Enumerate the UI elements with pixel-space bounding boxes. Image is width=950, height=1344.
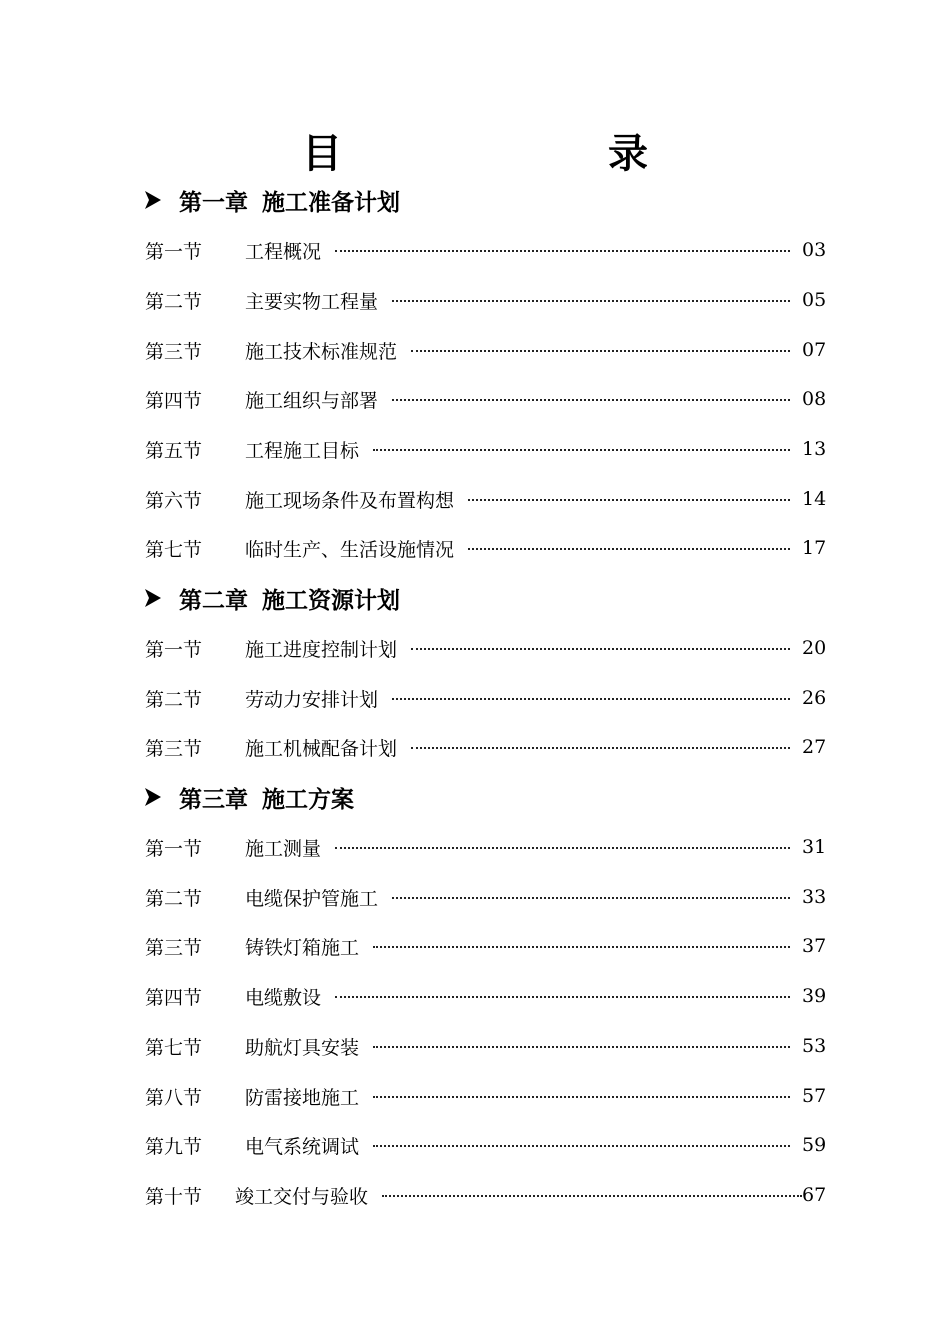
section-number: 第二节 [145, 887, 203, 910]
chapter-number: 第二章 [179, 587, 248, 614]
section-number: 第一节 [145, 638, 203, 661]
toc-entry[interactable] [145, 683, 826, 713]
section-title: 电缆保护管施工 [245, 887, 379, 910]
section-title: 助航灯具安装 [245, 1036, 360, 1059]
section-number: 第二节 [145, 688, 203, 711]
section-number: 第七节 [145, 1036, 203, 1059]
section-title: 工程施工目标 [245, 439, 360, 462]
page-number: 14 [802, 488, 827, 510]
section-number: 第二节 [145, 290, 203, 313]
page-title: 目 录 [302, 131, 710, 177]
page-number: 39 [802, 985, 827, 1007]
dot-leader [392, 300, 790, 302]
page-number: 17 [802, 537, 827, 559]
section-number: 第六节 [145, 489, 203, 512]
section-title: 工程概况 [245, 240, 322, 263]
page-number: 03 [802, 239, 827, 261]
dot-leader [468, 499, 790, 501]
section-title: 施工进度控制计划 [245, 638, 398, 661]
dot-leader [373, 946, 790, 948]
section-number: 第十节 [145, 1185, 203, 1208]
section-number: 第七节 [145, 538, 203, 561]
toc-entry[interactable] [145, 832, 826, 862]
toc-entry[interactable] [145, 732, 826, 762]
toc-entry[interactable] [145, 484, 826, 514]
page-number: 26 [802, 687, 827, 709]
chapter-heading [145, 582, 400, 614]
arrow-bullet-icon [145, 788, 161, 806]
page-number: 07 [802, 339, 827, 361]
page-number: 27 [802, 736, 827, 758]
section-number: 第八节 [145, 1086, 203, 1109]
section-title: 临时生产、生活设施情况 [245, 538, 455, 561]
dot-leader [392, 698, 790, 700]
chapter-title: 施工准备计划 [262, 189, 400, 216]
page-number: 59 [802, 1134, 827, 1156]
section-title: 施工组织与部署 [245, 389, 379, 412]
chapter-number: 第一章 [179, 189, 248, 216]
page-number: 31 [802, 836, 827, 858]
dot-leader [373, 1145, 790, 1147]
section-title: 铸铁灯箱施工 [245, 936, 360, 959]
toc-entry[interactable] [145, 1180, 826, 1210]
page-number: 37 [802, 935, 827, 957]
section-number: 第四节 [145, 389, 203, 412]
page-number: 67 [802, 1184, 827, 1206]
dot-leader [411, 350, 790, 352]
section-title: 电缆敷设 [245, 986, 322, 1009]
dot-leader [468, 548, 790, 550]
dot-leader [335, 250, 790, 252]
chapter-number: 第三章 [179, 786, 248, 813]
toc-entry[interactable] [145, 882, 826, 912]
section-number: 第四节 [145, 986, 203, 1009]
page-number: 20 [802, 637, 827, 659]
toc-entry[interactable] [145, 235, 826, 265]
section-title: 劳动力安排计划 [245, 688, 379, 711]
dot-leader [373, 449, 790, 451]
dot-leader [392, 897, 790, 899]
page-number: 13 [802, 438, 827, 460]
page-number: 08 [802, 388, 827, 410]
dot-leader [411, 747, 790, 749]
section-number: 第五节 [145, 439, 203, 462]
toc-entry[interactable] [145, 434, 826, 464]
arrow-bullet-icon [145, 191, 161, 209]
section-number: 第三节 [145, 737, 203, 760]
page-number: 53 [802, 1035, 827, 1057]
arrow-bullet-icon [145, 589, 161, 607]
page-number: 05 [802, 289, 827, 311]
chapter-title: 施工方案 [262, 786, 354, 813]
page-number: 33 [802, 886, 827, 908]
section-number: 第九节 [145, 1135, 203, 1158]
toc-entry[interactable] [145, 533, 826, 563]
section-title: 电气系统调试 [245, 1135, 360, 1158]
section-title: 竣工交付与验收 [235, 1185, 369, 1208]
dot-leader [373, 1096, 790, 1098]
dot-leader [411, 648, 790, 650]
section-title: 主要实物工程量 [245, 290, 379, 313]
chapter-heading [145, 781, 354, 813]
section-number: 第一节 [145, 837, 203, 860]
page-number: 57 [802, 1085, 827, 1107]
toc-entry[interactable] [145, 285, 826, 315]
section-number: 第三节 [145, 340, 203, 363]
toc-entry[interactable] [145, 1081, 826, 1111]
chapter-title: 施工资源计划 [262, 587, 400, 614]
toc-entry[interactable] [145, 384, 826, 414]
toc-entry[interactable] [145, 335, 826, 365]
toc-entry[interactable] [145, 1130, 826, 1160]
toc-entry[interactable] [145, 931, 826, 961]
section-title: 施工现场条件及布置构想 [245, 489, 455, 512]
chapter-heading [145, 184, 400, 216]
dot-leader [382, 1195, 802, 1197]
toc-entry[interactable] [145, 1031, 826, 1061]
toc-entry[interactable] [145, 981, 826, 1011]
toc-entry[interactable] [145, 633, 826, 663]
dot-leader [392, 399, 790, 401]
section-number: 第一节 [145, 240, 203, 263]
dot-leader [335, 847, 790, 849]
section-title: 施工技术标准规范 [245, 340, 398, 363]
section-title: 施工机械配备计划 [245, 737, 398, 760]
section-title: 防雷接地施工 [245, 1086, 360, 1109]
section-number: 第三节 [145, 936, 203, 959]
section-title: 施工测量 [245, 837, 322, 860]
dot-leader [373, 1046, 790, 1048]
dot-leader [335, 996, 790, 998]
